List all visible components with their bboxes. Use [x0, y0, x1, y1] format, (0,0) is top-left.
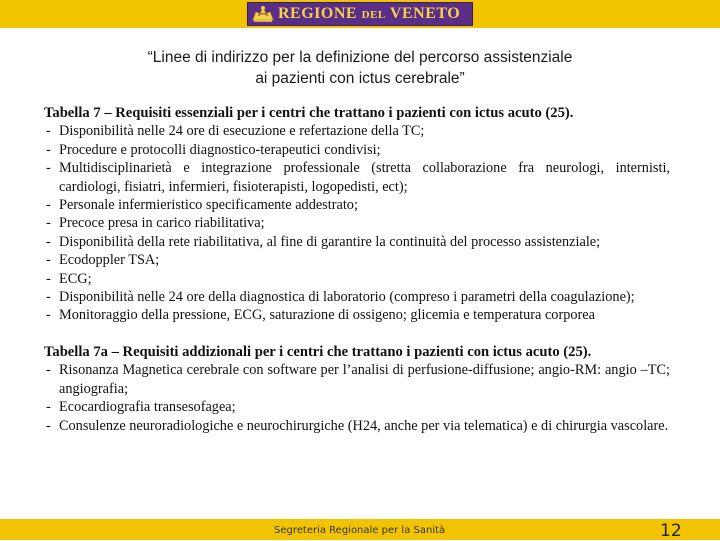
- list-item: - Personale infermieristico specificamente addestrato;: [44, 196, 670, 214]
- top-header-bar: [0, 0, 720, 28]
- list-item: - Multidisciplinarietà e integrazione professionale (stretta collaborazione fra neurologi, internisti, cardiologi, fisiatri, infermieri, fisioterapisti, logopedisti, ect);: [44, 159, 670, 196]
- regione-veneto-logo: [247, 2, 473, 26]
- footer-bar: [0, 519, 720, 540]
- slide-title: [0, 47, 720, 89]
- list-item: - Disponibilità nelle 24 ore di esecuzione e refertazione della TC;: [44, 122, 670, 140]
- list-item: - Ecocardiografia transesofagea;: [44, 398, 670, 416]
- list-item: - Risonanza Magnetica cerebrale con software per l’analisi di perfusione-diffusione; angio-RM: angio –TC; angiografia;: [44, 361, 670, 398]
- footer-text: Segreteria Regionale per la Sanità: [274, 525, 446, 536]
- document-scan: [44, 104, 670, 435]
- table7a-list: [44, 361, 670, 435]
- list-item: - Procedure e protocolli diagnostico-terapeutici condivisi;: [44, 141, 670, 159]
- section-spacer: [44, 325, 670, 343]
- table7-list: [44, 122, 670, 324]
- list-item: - Monitoraggio della pressione, ECG, saturazione di ossigeno; glicemia e temperatura corporea: [44, 306, 670, 324]
- list-item: - Disponibilità nelle 24 ore della diagnostica di laboratorio (compreso i parametri della coagulazione);: [44, 288, 670, 306]
- list-item: - Precoce presa in carico riabilitativa;: [44, 214, 670, 232]
- lion-of-saint-mark-icon: [248, 3, 278, 25]
- page-number: 12: [660, 521, 682, 541]
- table7-heading: Tabella 7 – Requisiti essenziali per i centri che trattano i pazienti con ictus acuto (25).: [44, 105, 574, 121]
- list-item: - Disponibilità della rete riabilitativa, al fine di garantire la continuità del processo assistenziale;: [44, 233, 670, 251]
- slide-title-line-1: “Linee di indirizzo per la definizione del percorso assistenziale: [147, 49, 573, 66]
- list-item: - Ecodoppler TSA;: [44, 251, 670, 269]
- logo-word-veneto: VENETO: [389, 5, 461, 22]
- table7a-heading: Tabella 7a – Requisiti addizionali per i centri che trattano i pazienti con ictus acuto (25).: [44, 343, 592, 360]
- logo-word-regione: REGIONE: [278, 5, 358, 22]
- list-item: - ECG;: [44, 270, 670, 288]
- logo-word-del: DEL: [361, 9, 386, 21]
- slide-title-line-2: ai pazienti con ictus cerebrale”: [255, 70, 465, 87]
- list-item: - Consulenze neuroradiologiche e neurochirurgiche (H24, anche per via telematica) e di chirurgia vascolare.: [44, 417, 670, 435]
- logo-text: [278, 5, 460, 23]
